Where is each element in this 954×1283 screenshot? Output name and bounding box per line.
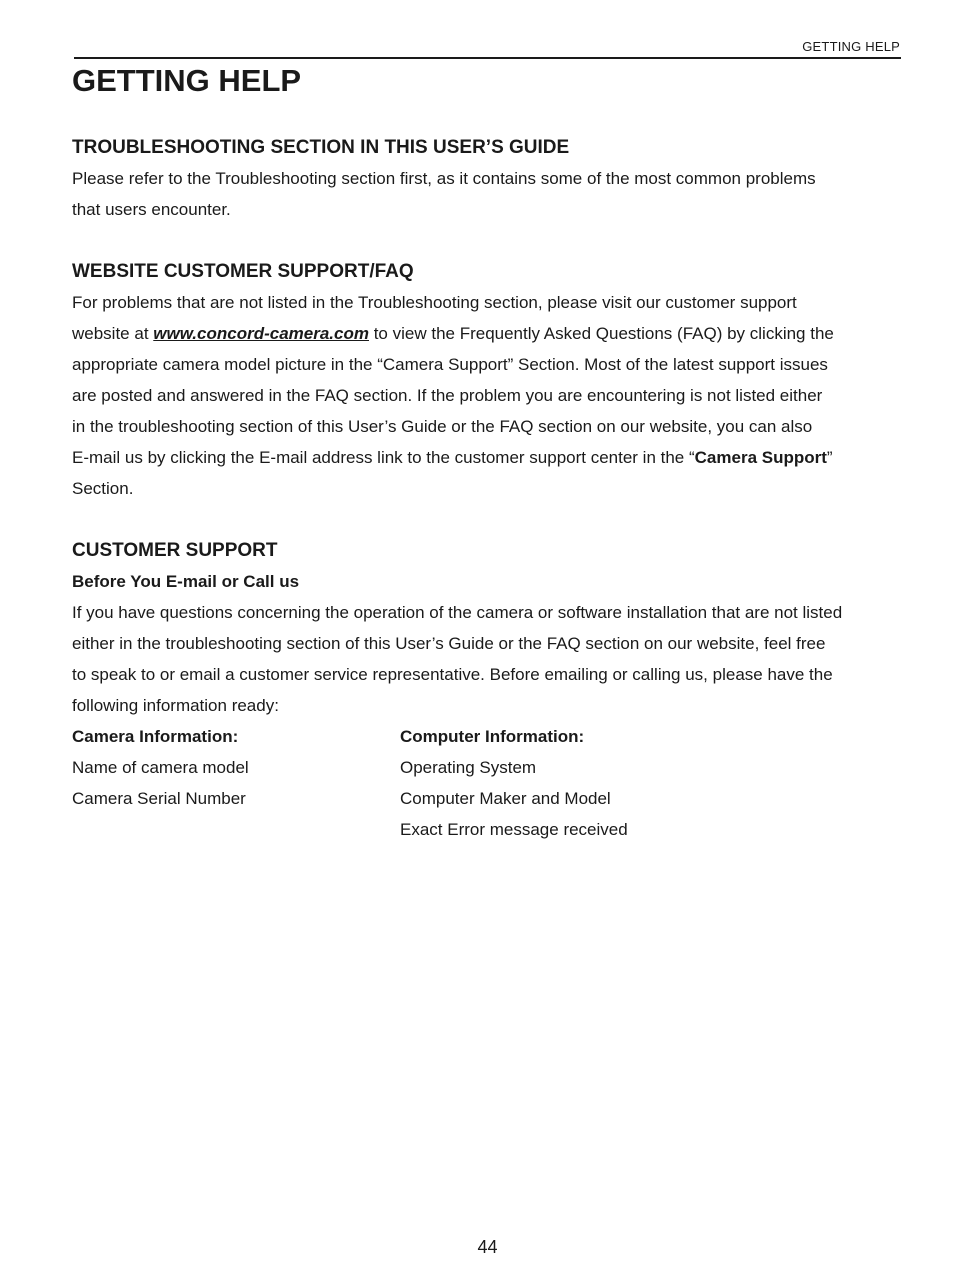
info-row: [72, 752, 907, 783]
website-line-2-prefix: website at: [72, 324, 154, 343]
troubleshooting-heading: TROUBLESHOOTING SECTION IN THIS USER’S GUIDE: [72, 137, 570, 158]
website-support-heading: WEBSITE CUSTOMER SUPPORT/FAQ: [72, 261, 414, 282]
website-line-7: Section.: [72, 479, 134, 498]
website-line-2-suffix: to view the Frequently Asked Questions (FAQ) by clicking the: [368, 324, 834, 343]
website-line-6-suffix: ”: [826, 448, 833, 467]
camera-support-emphasis: Camera Support: [694, 448, 827, 467]
info-headings-row: [72, 721, 907, 752]
computer-info-item: Exact Error message received: [400, 820, 628, 839]
section-spacer: [72, 225, 907, 256]
troubleshooting-line-1: Please refer to the Troubleshooting section first, as it contains some of the most common problems: [72, 169, 816, 188]
camera-info-heading: Camera Information:: [72, 727, 239, 746]
computer-info-item: Computer Maker and Model: [400, 789, 611, 808]
customer-support-heading: CUSTOMER SUPPORT: [72, 540, 278, 561]
running-header: GETTING HELP: [802, 39, 900, 54]
website-line-5: in the troubleshooting section of this User’s Guide or the FAQ section on our website, you can also: [72, 417, 813, 436]
before-contact-subheading: Before You E-mail or Call us: [72, 572, 300, 591]
page-content: [72, 132, 907, 845]
troubleshooting-line-2: that users encounter.: [72, 200, 231, 219]
info-row: [72, 783, 907, 814]
computer-info-heading: Computer Information:: [400, 727, 585, 746]
customer-support-paragraph: [72, 597, 907, 721]
website-support-paragraph: [72, 287, 907, 504]
support-line-1: If you have questions concerning the operation of the camera or software installation that are not listed: [72, 603, 843, 622]
support-line-2: either in the troubleshooting section of this User’s Guide or the FAQ section on our website, feel free: [72, 634, 826, 653]
support-line-3: to speak to or email a customer service representative. Before emailing or calling us, please have the: [72, 665, 833, 684]
website-line-1: For problems that are not listed in the Troubleshooting section, please visit our customer support: [72, 293, 797, 312]
camera-info-item: Camera Serial Number: [72, 789, 246, 808]
header-rule: [74, 57, 901, 59]
computer-info-item: Operating System: [400, 758, 537, 777]
troubleshooting-paragraph: [72, 163, 907, 225]
page-title: GETTING HELP: [72, 63, 302, 98]
section-spacer: [72, 504, 907, 535]
website-link[interactable]: www.concord-camera.com: [153, 324, 369, 343]
camera-info-item: Name of camera model: [72, 758, 249, 777]
support-line-4: following information ready:: [72, 696, 279, 715]
website-line-3: appropriate camera model picture in the “Camera Support” Section. Most of the latest support issues: [72, 355, 828, 374]
page-number: 44: [477, 1237, 498, 1257]
camera-info-empty: [72, 814, 400, 845]
info-row: [72, 814, 907, 845]
website-line-4: are posted and answered in the FAQ section. If the problem you are encountering is not listed either: [72, 386, 823, 405]
website-line-6-prefix: E-mail us by clicking the E-mail address link to the customer support center in the “: [72, 448, 695, 467]
